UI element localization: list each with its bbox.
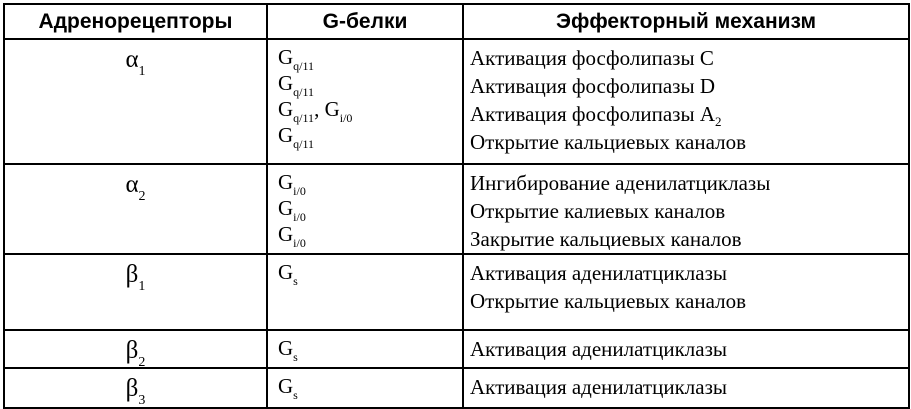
gprotein-subscript: i/0 xyxy=(293,184,306,198)
gprotein-line xyxy=(278,221,462,250)
table-row xyxy=(4,39,909,164)
mechanism-line xyxy=(470,100,908,128)
gprotein-subscript: q/11 xyxy=(293,85,315,99)
gprotein-base: G xyxy=(278,123,294,147)
gprotein-subscript: q/11 xyxy=(293,137,315,151)
receptor-cell xyxy=(4,254,267,330)
gprotein-subscript: s xyxy=(293,350,298,364)
table-row xyxy=(4,368,909,408)
gprotein-separator: , xyxy=(314,97,325,121)
gprotein-line xyxy=(278,169,462,198)
gprotein-subscript: i/0 xyxy=(293,236,306,250)
receptor-symbol: β xyxy=(125,375,139,402)
receptor-cell xyxy=(4,39,267,164)
header-gproteins: G-белки xyxy=(267,4,463,39)
mechanism-cell xyxy=(463,39,909,164)
gprotein-base: G xyxy=(278,45,294,69)
mechanism-line: Ингибирование аденилатциклазы xyxy=(470,171,771,195)
gprotein-base: G xyxy=(278,97,294,121)
receptor-subscript: 1 xyxy=(138,64,146,79)
adrenoreceptor-table xyxy=(3,3,910,409)
gprotein-base: G xyxy=(324,97,340,121)
header-mechanism: Эффекторный механизм xyxy=(463,4,909,39)
mechanism-line: Активация аденилатциклазы xyxy=(470,261,727,285)
receptor-cell xyxy=(4,330,267,368)
gprotein-base: G xyxy=(278,336,294,360)
gprotein-line xyxy=(278,259,462,288)
gprotein-line xyxy=(278,122,462,151)
receptor-symbol: β xyxy=(125,261,139,288)
mechanism-line: Активация фосфолипазы С xyxy=(470,46,714,70)
receptor-subscript: 1 xyxy=(138,279,146,294)
header-row xyxy=(4,4,909,39)
gprotein-base: G xyxy=(278,170,294,194)
gprotein-line xyxy=(278,373,462,402)
header-receptors: Адренорецепторы xyxy=(4,4,267,39)
gprotein-cell xyxy=(267,254,463,330)
mechanism-line: Активация фосфолипазы D xyxy=(470,74,715,98)
gprotein-line xyxy=(278,195,462,224)
mechanism-line: Открытие кальциевых каналов xyxy=(470,130,747,154)
mechanism-text: Активация фосфолипазы А xyxy=(470,102,715,126)
mechanism-line: Открытие калиевых каналов xyxy=(470,199,726,223)
receptor-cell xyxy=(4,164,267,254)
gprotein-subscript: s xyxy=(293,388,298,402)
gprotein-subscript: s xyxy=(293,274,298,288)
table-row xyxy=(4,254,909,330)
gprotein-cell xyxy=(267,368,463,408)
gprotein-line xyxy=(278,44,462,73)
mechanism-line: Открытие кальциевых каналов xyxy=(470,289,747,313)
receptor-subscript: 3 xyxy=(138,393,146,408)
gprotein-base: G xyxy=(278,71,294,95)
mechanism-cell xyxy=(463,330,909,368)
gprotein-line xyxy=(278,70,462,99)
table-row xyxy=(4,164,909,254)
mechanism-cell xyxy=(463,254,909,330)
receptor-subscript: 2 xyxy=(138,189,146,204)
gprotein-subscript: i/0 xyxy=(339,111,353,125)
mechanism-line: Активация аденилатциклазы xyxy=(470,375,727,399)
gprotein-cell xyxy=(267,330,463,368)
gprotein-subscript: q/11 xyxy=(293,111,315,125)
gprotein-line xyxy=(278,335,462,364)
receptor-symbol: α xyxy=(125,171,139,198)
gprotein-base: G xyxy=(278,374,294,398)
gprotein-base: G xyxy=(278,260,294,284)
receptor-symbol: α xyxy=(125,46,139,73)
gprotein-cell xyxy=(267,164,463,254)
gprotein-subscript: q/11 xyxy=(293,59,315,73)
receptor-subscript: 2 xyxy=(138,355,146,370)
table-row xyxy=(4,330,909,368)
gprotein-line xyxy=(278,96,462,125)
gprotein-base: G xyxy=(278,196,294,220)
receptor-cell xyxy=(4,368,267,408)
mechanism-line: Активация аденилатциклазы xyxy=(470,337,727,361)
mechanism-cell xyxy=(463,164,909,254)
mechanism-line: Закрытие кальциевых каналов xyxy=(470,227,742,251)
gprotein-cell xyxy=(267,39,463,164)
receptor-symbol: β xyxy=(125,337,139,364)
mechanism-subscript: 2 xyxy=(715,114,722,129)
gprotein-subscript: i/0 xyxy=(293,210,306,224)
gprotein-base: G xyxy=(278,222,294,246)
mechanism-cell xyxy=(463,368,909,408)
